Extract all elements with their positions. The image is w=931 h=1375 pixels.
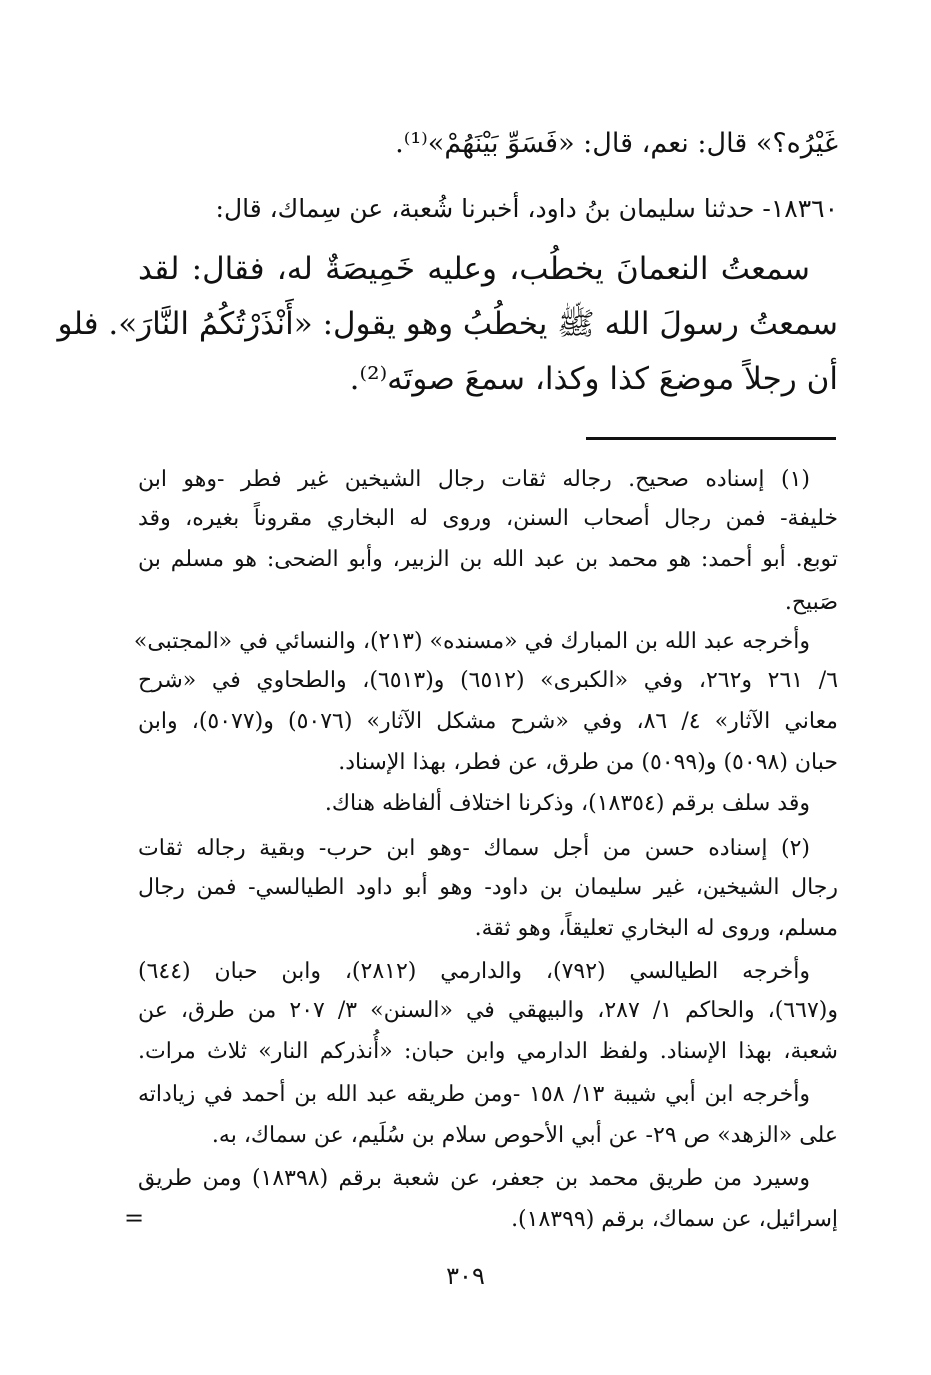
footnote-1-line: (١) إسناده صحيح. رجاله ثقات رجال الشيخين غير فطر -وهو ابن [138, 467, 810, 492]
page-number: ٣٠٩ [446, 1262, 485, 1290]
footnote-1-line: معاني الآثار» ٤/ ٨٦، وفي «شرح مشكل الآثار» (٥٠٧٦) و(٥٠٧٧)، وابن [138, 709, 838, 734]
footnote-1-line: توبع. أبو أحمد: هو محمد بن عبد الله بن الزبير، وأبو الضحى: هو مسلم بن [138, 547, 838, 572]
footnote-separator [586, 437, 836, 440]
footnote-2-line: و(٦٦٧)، والحاكم ١/ ٢٨٧، والبيهقي في «السنن» ٣/ ٢٠٧ من طرق، عن [138, 998, 839, 1023]
footnote-1-line: وأخرجه عبد الله بن المبارك في «مسنده» (٢١٣)، والنسائي في «المجتبى» [133, 629, 810, 654]
footnote-2-line: وسيرد من طريق محمد بن جعفر، عن شعبة برقم (١٨٣٩٨) ومن طريق [138, 1166, 810, 1191]
footnote-2-line: (٢) إسناده حسن من أجل سماك -وهو ابن حرب- وبقية رجاله ثقات [138, 836, 810, 861]
footnote-1-line: خليفة- فمن رجال أصحاب السنن، وروى له البخاري مقروناً بغيره، وقد [138, 506, 838, 531]
hadith-text-line: سمعتُ النعمانَ يخطُب، وعليه خَمِيصَةٌ له، فقال: لقد [138, 251, 810, 287]
main-text-line: غَيْرُه؟» قال: نعم، قال: «فَسَوِّ بَيْنَهُمْ»⁽¹⁾. [395, 128, 838, 159]
hadith-text-line: أن رجلاً موضعَ كذا وكذا، سمعَ صوتَه⁽²⁾. [349, 361, 838, 397]
footnote-2-line: رجال الشيخين، غير سليمان بن داود- وهو أبو داود الطيالسي- فمن رجال [138, 875, 838, 900]
hadith-intro: ١٨٣٦٠- حدثنا سليمان بنُ داود، أخبرنا شُعبة، عن سِماك، قال: [215, 194, 838, 223]
footnote-2-line: إسرائيل، عن سماك، برقم (١٨٣٩٩). [511, 1207, 838, 1232]
footnote-2-line: وأخرجه ابن أبي شيبة ١٣/ ١٥٨ -ومن طريقه عبد الله بن أحمد في زياداته [138, 1082, 811, 1107]
footnote-1-line: حبان (٥٠٩٨) و(٥٠٩٩) من طرق، عن فطر، بهذا الإسناد. [338, 750, 838, 775]
continuation-mark: = [124, 1204, 145, 1232]
footnote-1-line: صَبيح. [784, 590, 838, 615]
footnote-2-line: على «الزهد» ص ٢٩- عن أبي الأحوص سلام بن سُلَيم، عن سماك، به. [211, 1123, 838, 1148]
footnote-2-line: مسلم، وروى له البخاري تعليقاً، وهو ثقة. [474, 916, 838, 941]
footnote-2-line: شعبة، بهذا الإسناد. ولفظ الدارمي وابن حبان: «أُنذركم النار» ثلاث مرات. [138, 1039, 838, 1064]
hadith-text-line: سمعتُ رسولَ الله ﷺ يخطُبُ وهو يقول: «أَنْذَرْتُكُمُ النَّارَ». فلو [57, 306, 838, 342]
footnote-1-line: وقد سلف برقم (١٨٣٥٤)، وذكرنا اختلاف ألفاظه هناك. [324, 791, 810, 816]
footnote-2-line: وأخرجه الطيالسي (٧٩٢)، والدارمي (٢٨١٢)، وابن حبان (٦٤٤) [138, 959, 810, 984]
footnote-1-line: ٦/ ٢٦١ و٢٦٢، وفي «الكبرى» (٦٥١٢) و(٦٥١٣)، والطحاوي في «شرح [138, 668, 839, 693]
